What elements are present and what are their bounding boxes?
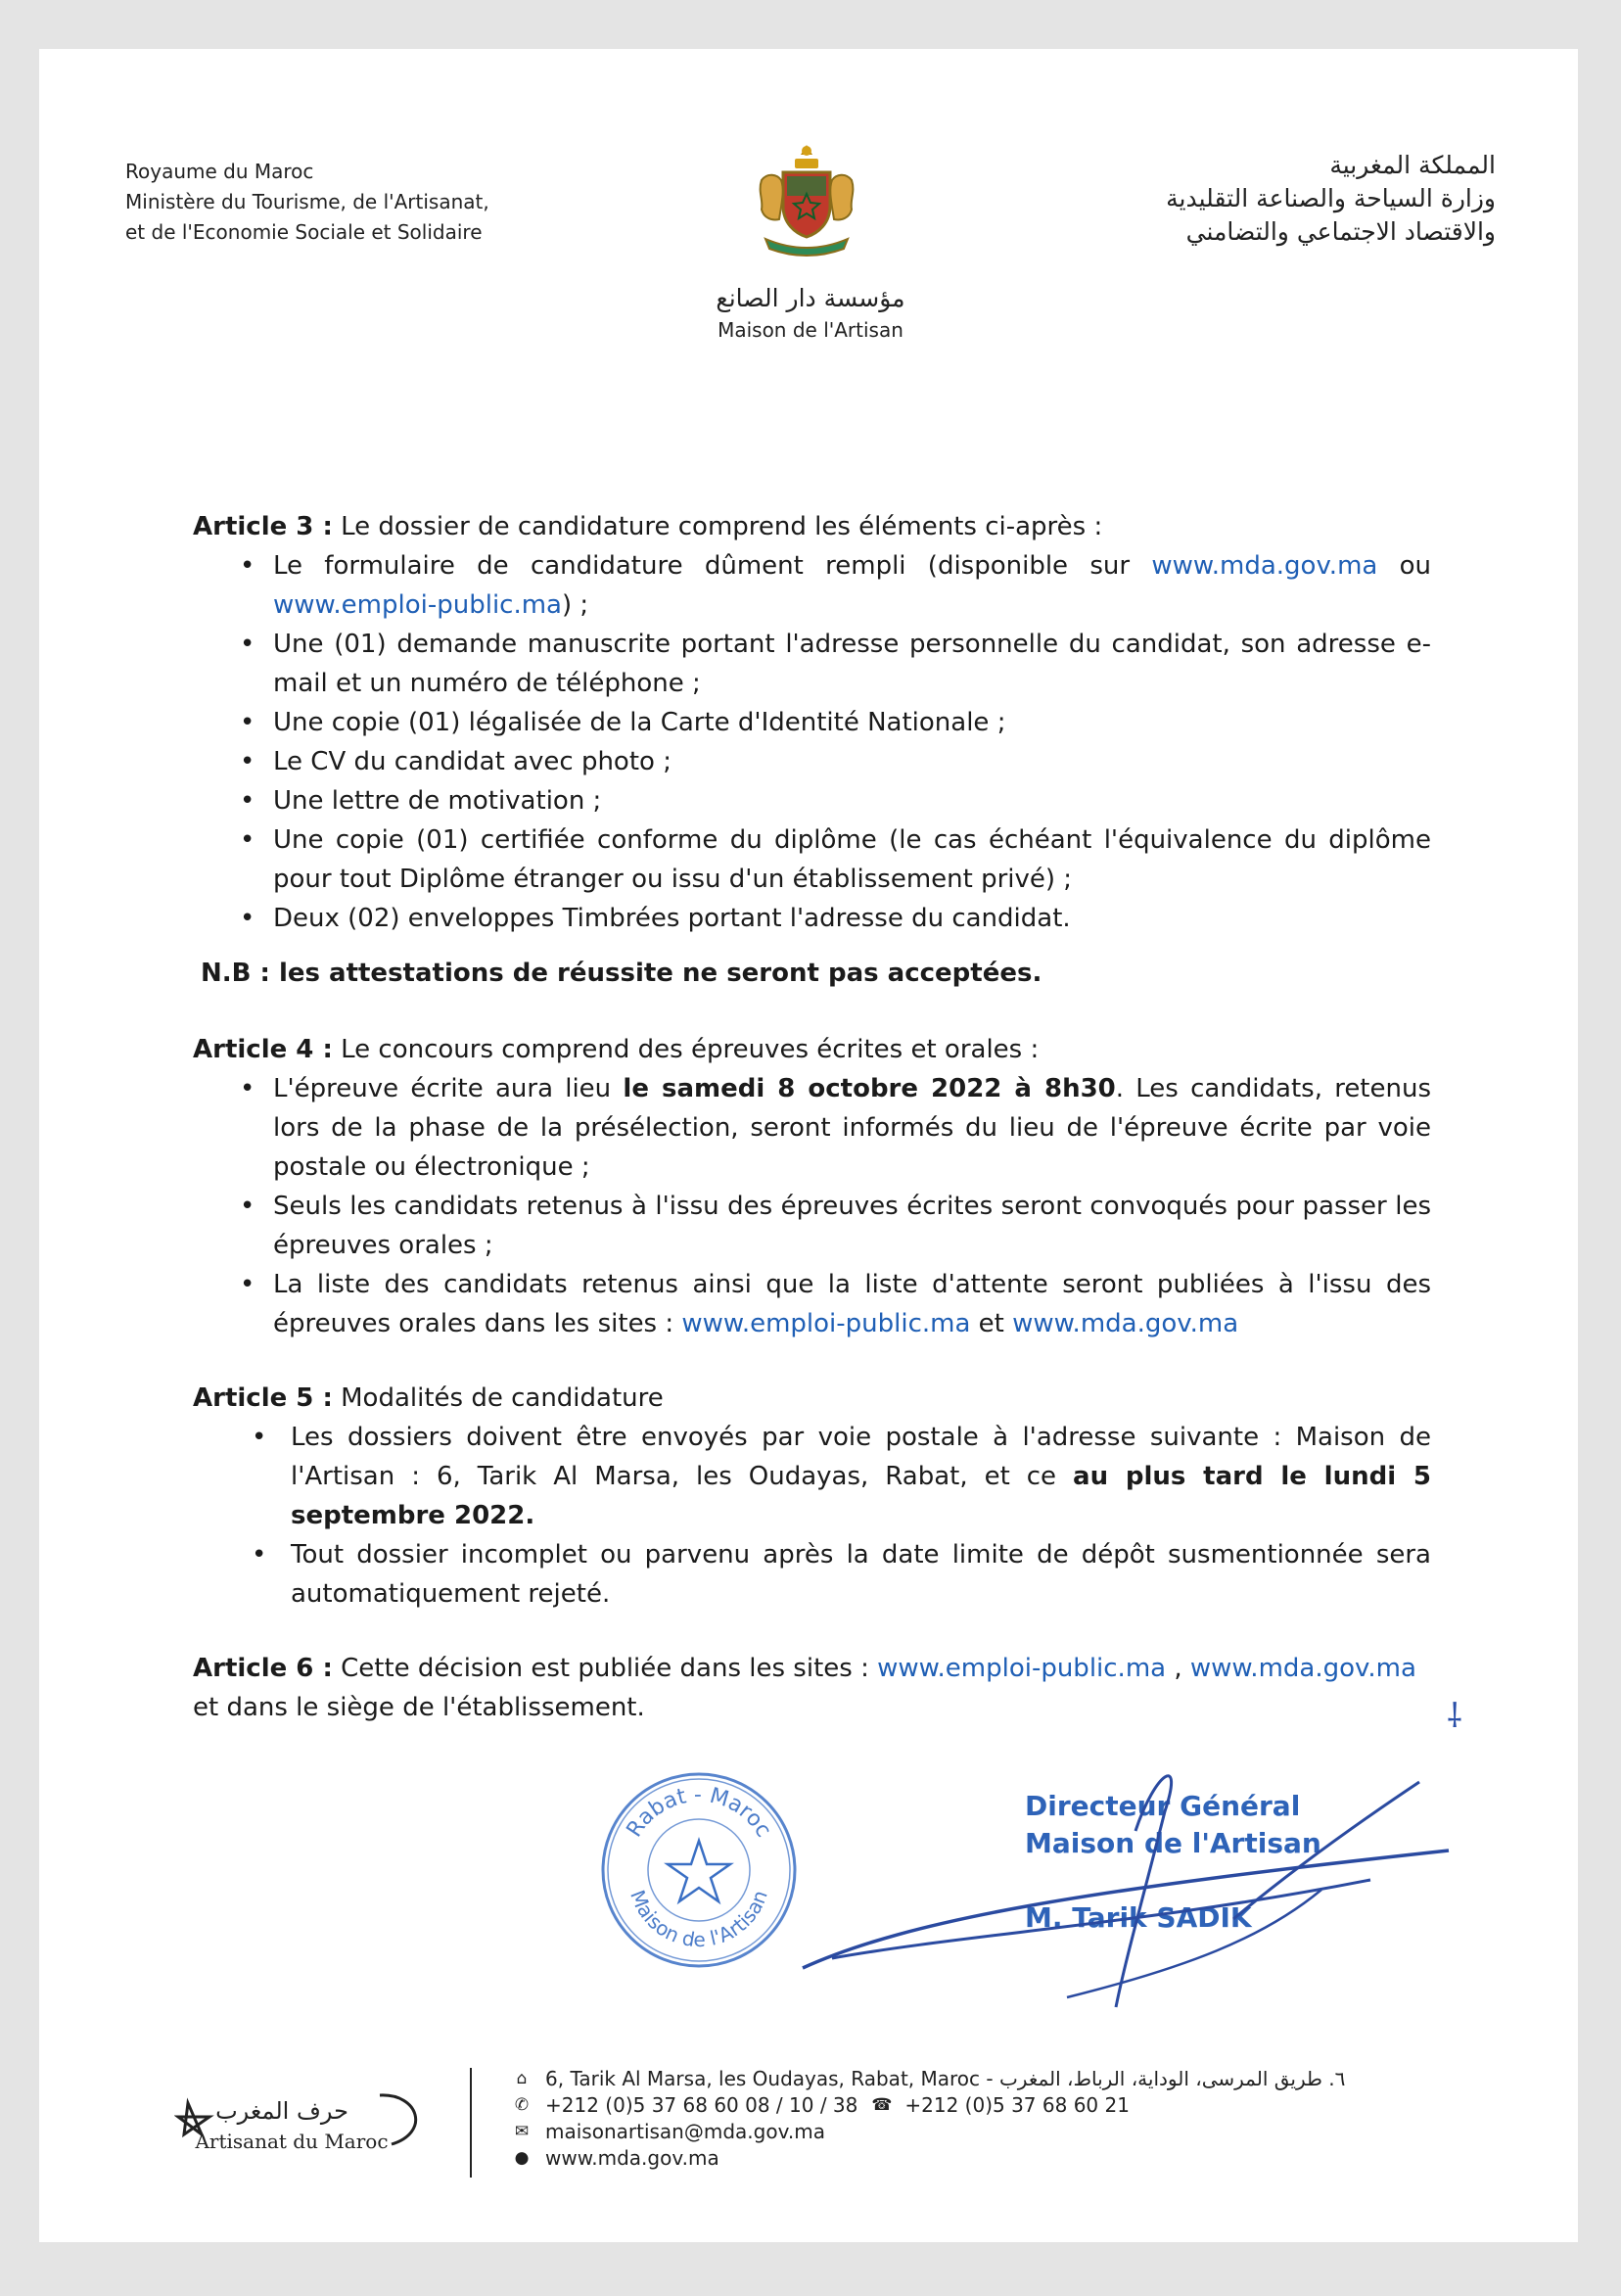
globe-icon: ● [514, 2148, 530, 2168]
article-5-list [193, 1418, 1431, 1614]
list-item-text: ou [1377, 551, 1432, 581]
mda-link[interactable]: www.mda.gov.ma [1151, 551, 1378, 581]
header-right-line-2: وزارة السياحة والصناعة التقليدية [1166, 184, 1496, 212]
list-item: • Deux (02) enveloppes Timbrées portant l'adresse du candidat. [273, 899, 1431, 938]
footer-email-row [512, 2119, 1345, 2145]
article-5 [193, 1379, 1431, 1418]
list-item-text: Le formulaire de candidature dûment rempli (disponible sur [273, 551, 1152, 581]
phone-icon: ✆ [514, 2095, 530, 2115]
article-3-intro: Le dossier de candidature comprend les éléments ci-après : [332, 512, 1103, 541]
institution-name-french: Maison de l'Artisan [718, 318, 903, 342]
emploi-public-link[interactable]: www.emploi-public.ma [681, 1309, 971, 1338]
article-6-text: , [1166, 1654, 1190, 1683]
article-3-list [193, 546, 1431, 938]
list-item-text: ) ; [562, 590, 589, 620]
article-6 [193, 1649, 1431, 1727]
header-left-line-3: et de l'Economie Sociale et Solidaire [125, 220, 483, 244]
footer-phone-row [512, 2092, 1345, 2119]
list-item [273, 1069, 1431, 1187]
list-item-text: L'épreuve écrite aura lieu [273, 1074, 624, 1103]
footer-fax: +212 (0)5 37 68 60 21 [904, 2093, 1130, 2117]
list-item: • Une lettre de motivation ; [273, 781, 1431, 820]
artisanat-du-maroc-logo [174, 2084, 429, 2162]
home-icon: ⌂ [516, 2069, 528, 2088]
nb-note: N.B : les attestations de réussite ne seront pas acceptées. [201, 959, 1042, 988]
header-left [125, 157, 489, 248]
list-item-text: Les dossiers doivent être envoyés par voie postale à l'adresse suivante : Maison de l'Artisan : 6, Tarik Al Marsa, les Oudayas, Rabat, et ce [291, 1423, 1431, 1491]
article-3-heading: Article 3 : [193, 512, 333, 541]
institution-name-arabic: مؤسسة دار الصانع [716, 284, 905, 312]
footer-address: 6, Tarik Al Marsa, les Oudayas, Rabat, Maroc - ٦. طريق المرسى، الوداية، الرباط، المغرب [545, 2067, 1346, 2090]
footer-phone: +212 (0)5 37 68 60 08 / 10 / 38 [545, 2093, 858, 2117]
emploi-public-link[interactable]: www.emploi-public.ma [273, 590, 562, 620]
stamp-text-bottom: Maison de l'Artisan [625, 1887, 772, 1952]
footer-web-row [512, 2145, 1345, 2172]
document-body [193, 507, 1431, 1727]
footer-contact [512, 2066, 1345, 2172]
list-item: • Une (01) demande manuscrite portant l'adresse personnelle du candidat, son adresse e-mail et un numéro de téléphone ; [273, 625, 1431, 703]
article-4-list [193, 1069, 1431, 1343]
article-4-heading: Article 4 : [193, 1035, 333, 1064]
header-right [1166, 149, 1496, 249]
exam-date: le samedi 8 octobre 2022 à 8h30 [623, 1074, 1116, 1103]
list-item: • Le CV du candidat avec photo ; [273, 742, 1431, 781]
article-4-intro: Le concours comprend des épreuves écrites et orales : [332, 1035, 1040, 1064]
header-left-line-1: Royaume du Maroc [125, 160, 314, 183]
signatory-institution: Maison de l'Artisan [1025, 1827, 1321, 1859]
list-item: • Une copie (01) légalisée de la Carte d'Identité Nationale ; [273, 703, 1431, 742]
list-item [273, 546, 1431, 625]
mda-link[interactable]: www.mda.gov.ma [1189, 1654, 1416, 1683]
article-6-heading: Article 6 : [193, 1654, 333, 1683]
list-item-text: . Les candidats, retenus lors de la phase de la présélection, seront informés du lieu de l'épreuve écrite par voie postale ou électronique ; [273, 1074, 1432, 1182]
logo-arabic-text: حرف المغرب [215, 2097, 348, 2125]
moroccan-coat-of-arms-icon [744, 137, 869, 262]
list-item [291, 1418, 1431, 1535]
stamp-text-top: Rabat - Maroc [622, 1782, 776, 1842]
footer-website[interactable]: www.mda.gov.ma [545, 2146, 719, 2170]
mda-link[interactable]: www.mda.gov.ma [1012, 1309, 1239, 1338]
deadline-date: au plus tard le lundi 5 septembre 2022. [291, 1462, 1431, 1530]
logo-french-text: Artisanat du Maroc [195, 2130, 389, 2153]
handwritten-signature [773, 1743, 1459, 2017]
header-right-line-1: المملكة المغربية [1329, 151, 1496, 179]
list-item: • Tout dossier incomplet ou parvenu après la date limite de dépôt susmentionnée sera automatiquement rejeté. [291, 1535, 1431, 1614]
list-item-text: et [970, 1309, 1013, 1338]
email-icon: ✉ [514, 2122, 530, 2141]
article-5-heading: Article 5 : [193, 1383, 333, 1413]
article-4 [193, 1030, 1431, 1069]
header-left-line-2: Ministère du Tourisme, de l'Artisanat, [125, 190, 489, 213]
footer-address-row [512, 2066, 1345, 2092]
header-right-line-3: والاقتصاد الاجتماعي والتضامني [1185, 217, 1496, 246]
emploi-public-link[interactable]: www.emploi-public.ma [877, 1654, 1167, 1683]
list-item [273, 1265, 1431, 1343]
initials-mark: ⸸ [1447, 1697, 1462, 1736]
star-icon [668, 1841, 730, 1901]
footer-email[interactable]: maisonartisan@mda.gov.ma [545, 2120, 825, 2143]
signatory-name: M. Tarik SADIK [1025, 1901, 1252, 1934]
article-3 [193, 507, 1431, 546]
list-item: • Seuls les candidats retenus à l'issu des épreuves écrites seront convoqués pour passer les épreuves orales ; [273, 1187, 1431, 1265]
article-5-intro: Modalités de candidature [332, 1383, 664, 1413]
article-6-text: et dans le siège de l'établissement. [193, 1693, 645, 1722]
signatory-title: Directeur Général [1025, 1790, 1301, 1822]
list-item: • Une copie (01) certifiée conforme du diplôme (le cas échéant l'équivalence du diplôme pour tout Diplôme étranger ou issu d'un établissement privé) ; [273, 820, 1431, 899]
article-6-text: Cette décision est publiée dans les sites : [332, 1654, 878, 1683]
list-item-text: La liste des candidats retenus ainsi que la liste d'attente seront publiées à l'issu des épreuves orales dans les sites : [273, 1270, 1431, 1338]
footer-divider [470, 2068, 472, 2178]
fax-icon: ☎ [871, 2095, 893, 2115]
official-stamp [599, 1770, 800, 1971]
